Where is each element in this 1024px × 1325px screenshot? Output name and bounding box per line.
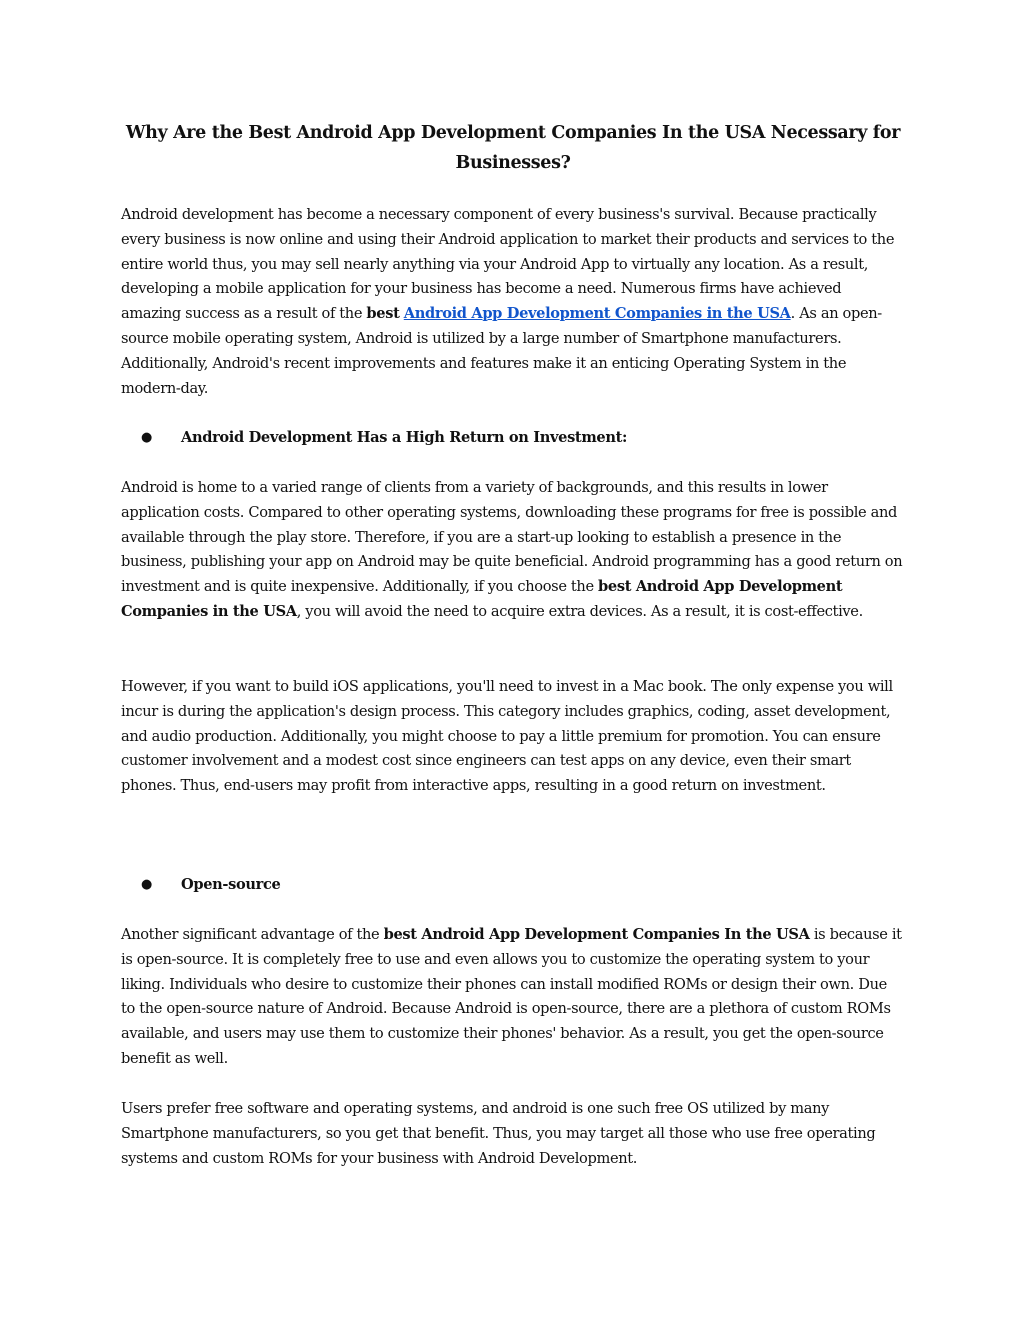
intro-paragraph: [121, 203, 905, 401]
roi-paragraph-2: However, if you want to build iOS applications, you'll need to invest in a Mac book. The only expense you will incur is during the application's design process. This category includes graphics, coding, asset development, and audio production. Additionally, you might choose to pay a little premium for promotion. You can ensure customer involvement and a modest cost since engineers can test apps on any device, even their smart phones. Thus, end-users may profit from interactive apps, resulting in a good return on investment.: [121, 678, 893, 795]
open-source-paragraph-1: [121, 923, 905, 1072]
intro-bold: best: [366, 305, 400, 323]
paragraph-text: , you will avoid the need to acquire extra devices. As a result, it is cost-effective.: [296, 602, 863, 620]
paragraph-text: Android is home to a varied range of clients from a variety of backgrounds, and this results in lower application costs. Compared to other operating systems, downloading these programs for free is possible and available through the play store. Therefore, if you are a start-up looking to establish a presence in the business, publishing your app on Android may be quite beneficial. Android programming has a good return on investment and is quite inexpensive. Additionally, if you choose the: [121, 479, 903, 596]
open-source-paragraph-2: Users prefer free software and operating systems, and android is one such free OS utilized by many Smartphone manufacturers, so you get that benefit. Thus, you may target all those who use free operating systems and custom ROMs for your business with Android Development.: [121, 1100, 876, 1167]
bold-keyword: best Android App Development Companies in the USA: [121, 578, 843, 620]
bullet-icon: ●: [141, 430, 152, 445]
intro-text: Android development has become a necessary component of every business's survival. Because practically every business is now online and using their Android application to market their products and services to the entire world thus, you may sell nearly anything via your Android App to virtually any location. As a result, developing a mobile application for your business has become a need. Numerous firms have achieved amazing success as a result of the: [121, 206, 895, 323]
bold-keyword: best Android App Development Companies In the USA: [383, 926, 810, 943]
bullet-icon: ●: [141, 877, 152, 892]
android-app-companies-link[interactable]: Android App Development Companies in the USA: [403, 305, 791, 323]
section-heading-label: Android Development Has a High Return on Investment:: [181, 429, 628, 446]
paragraph-text: Another significant advantage of the: [121, 926, 384, 943]
paragraph-text: is because it is open-source. It is completely free to use and even allows you to customize the operating system to your liking. Individuals who desire to customize their phones can install modified ROMs or design their own. Due to the open-source nature of Android. Because Android is open-source, there are a plethora of custom ROMs available, and users may use them to customize their phones' behavior. As a result, you get the open-source benefit as well.: [121, 926, 902, 1067]
roi-paragraph-1: [121, 476, 905, 625]
page-title: Why Are the Best Android App Development Companies In the USA Necessary for Businesses?: [125, 123, 901, 173]
section-heading-label: Open-source: [181, 876, 281, 893]
intro-text-continued: . As an open-source mobile operating system, Android is utilized by a large number of Smartphone manufacturers. Additionally, Android's recent improvements and features make it an enticing Operating System in the modern-day.: [121, 305, 882, 397]
